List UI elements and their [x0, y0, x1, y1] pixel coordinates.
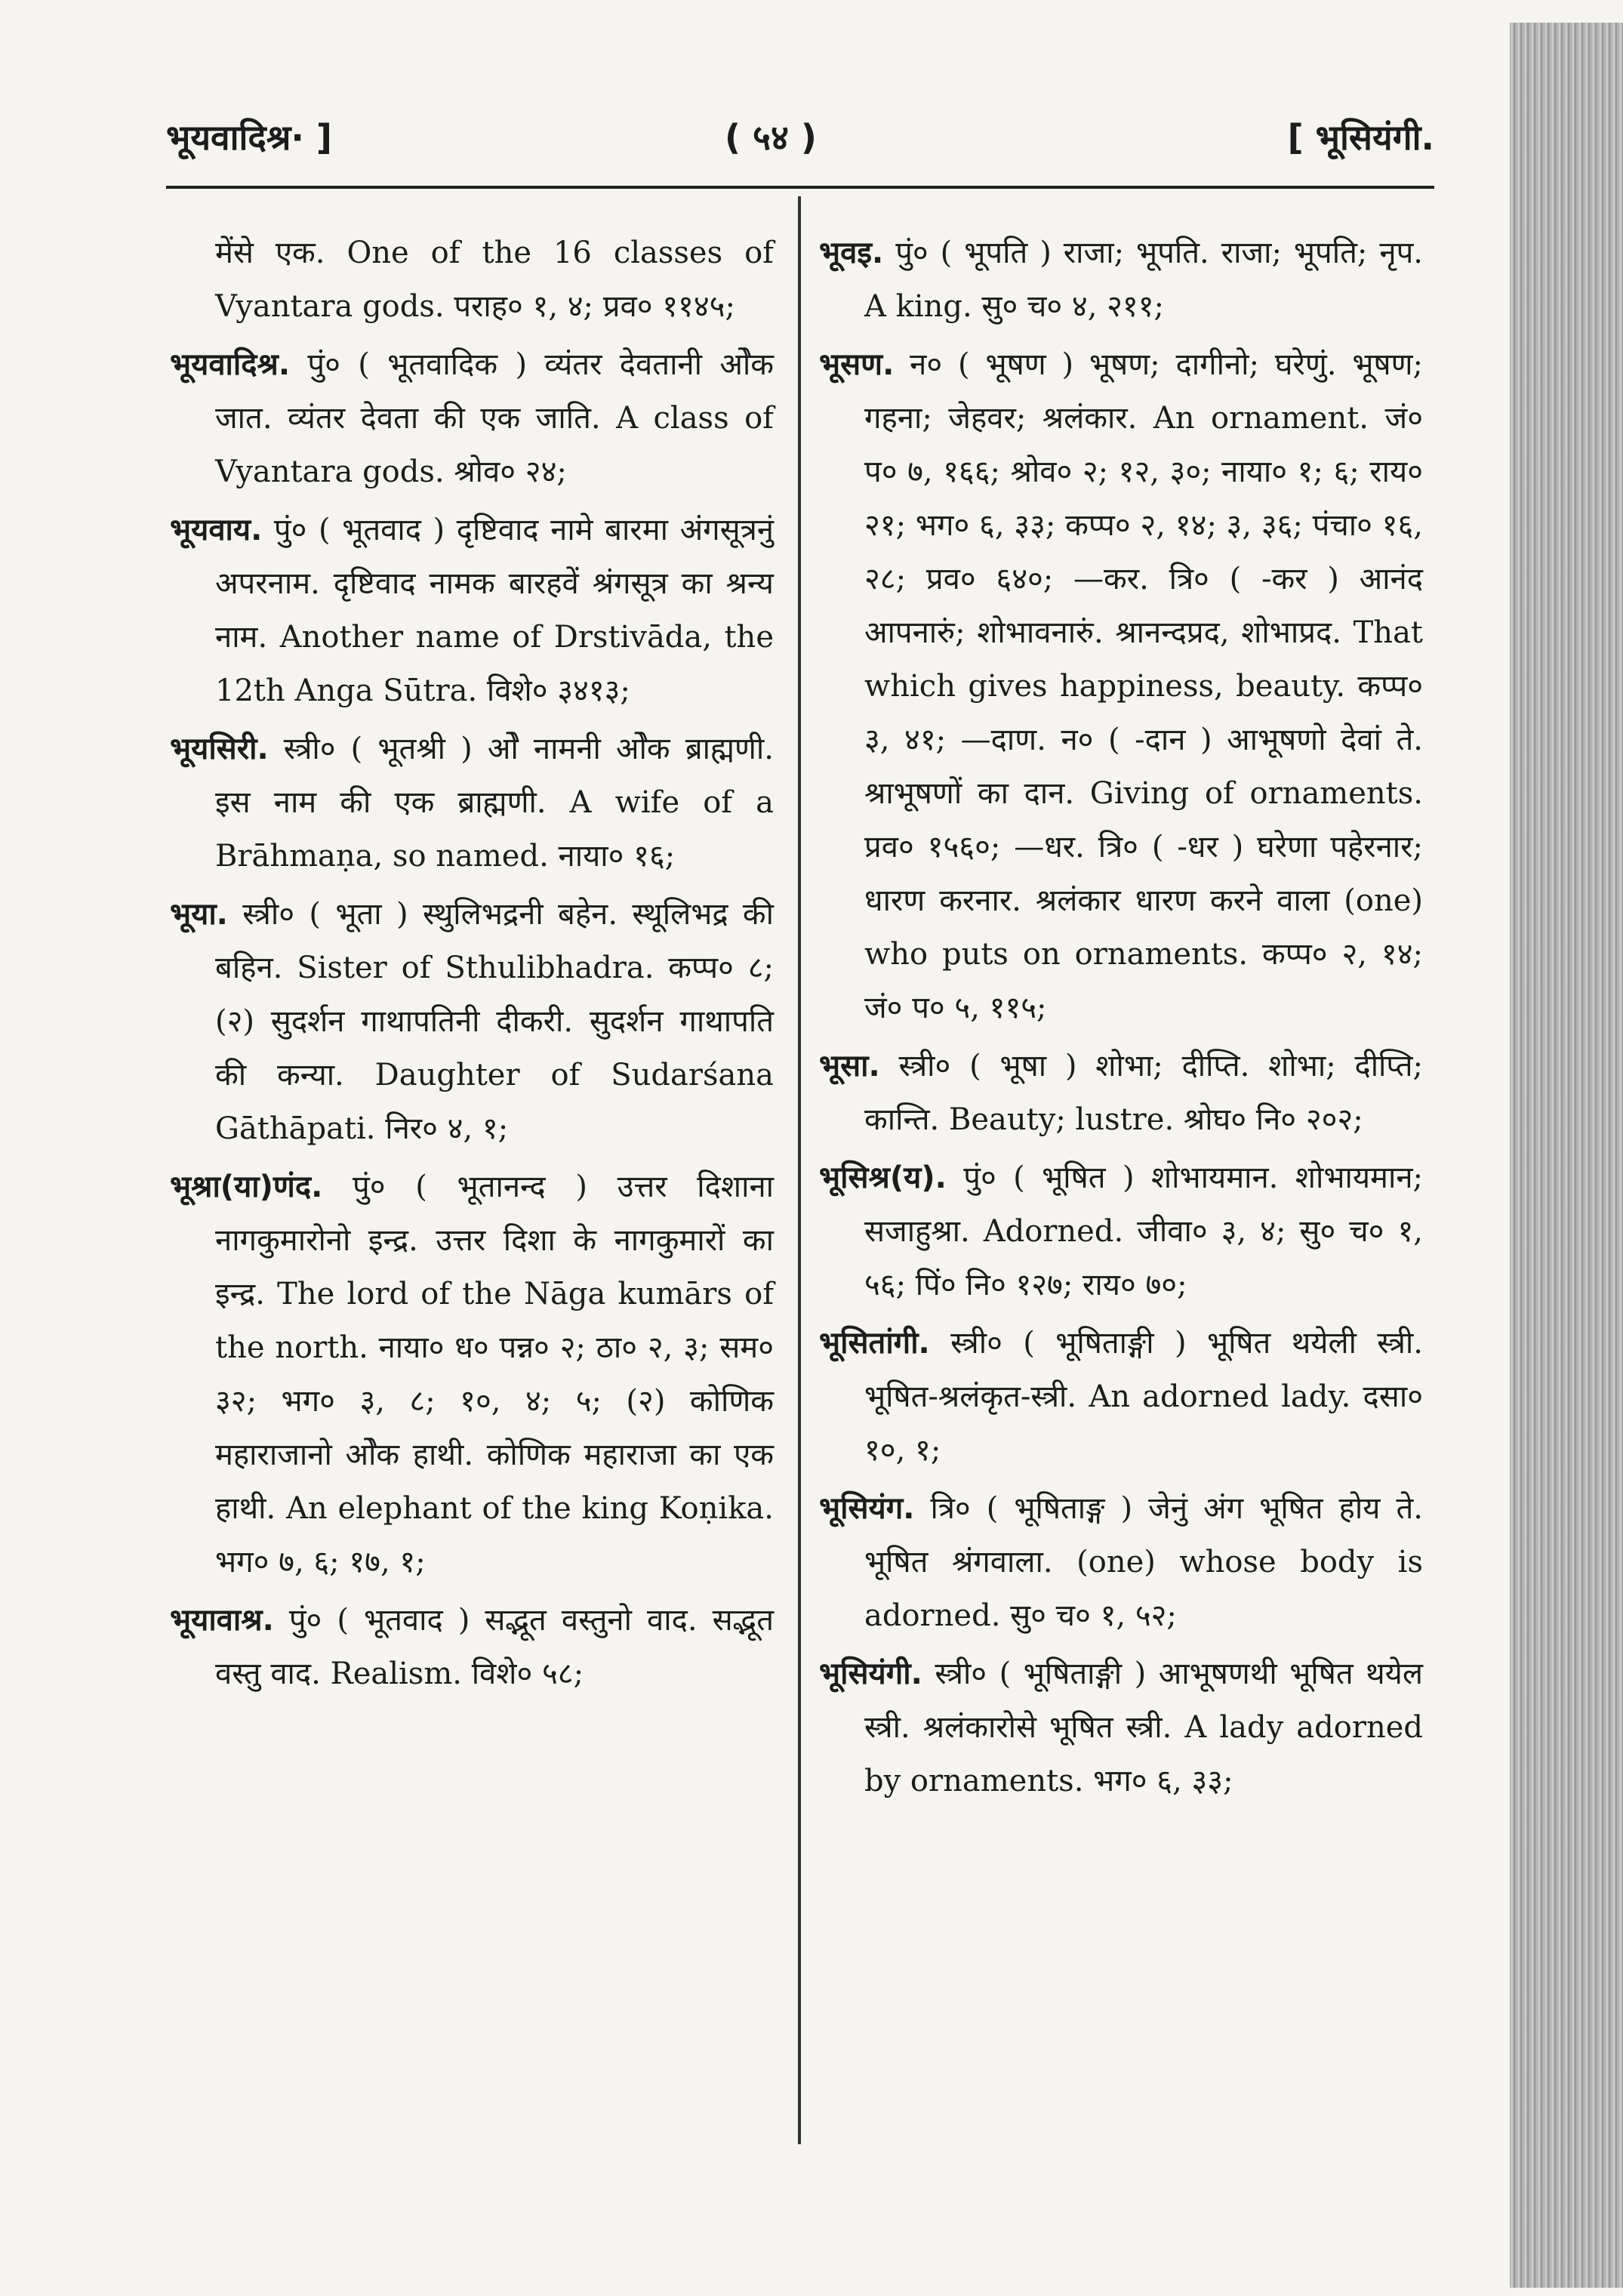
- entry-text: स्त्री० ( भूषिताङ्गी ) आभूषणथी भूषित थयेल स्त्री. श्रलंकारोसे भूषित स्त्री. A lady adorned by ornaments. भग० ६, ३३;: [864, 1657, 1424, 1798]
- entry-continuation: [170, 227, 774, 334]
- entry-headword: भूसिश्र(य).: [819, 1160, 947, 1195]
- entry: [819, 1482, 1423, 1643]
- entry: [170, 338, 774, 499]
- entry-text: पुं० ( भूतवाद ) दृष्टिवाद नामे बारमा अंगसूत्रनुं अपरनाम. दृष्टिवाद नामक बारहवें श्रंगसूत्र का श्रन्य नाम. Another name of Drstivāda, the 12th Anga Sūtra. विशे० ३४१३;: [215, 513, 775, 708]
- entry: [170, 1160, 774, 1589]
- entry: [819, 1317, 1423, 1478]
- entry-headword: भूयवाय.: [170, 513, 263, 547]
- entry: [819, 1040, 1423, 1147]
- left-column: [170, 227, 774, 1706]
- entry-headword: भूयसिरी.: [170, 732, 269, 766]
- entry-text: स्त्री० ( भूतश्री ) ओे नामनी ओेक ब्राह्मणी. इस नाम की एक ब्राह्मणी. A wife of a Brāhmaṇa, so named. नाया० १६;: [215, 732, 775, 874]
- entry-text: पुं० ( भूतानन्द ) उत्तर दिशाना नागकुमारोनो इन्द्र. उत्तर दिशा के नागकुमारों का इन्द्र. The lord of the Nāga kumārs of the north. नाया० ध० पन्न० २; ठा० २, ३; सम० ३२; भग० ३, ८; १०, ४; ५; (२) कोणिक महाराजानो ओेक हाथी. कोणिक महाराजा का एक हाथी. An elephant of the king Koṇika. भग० ७, ६; १७, १;: [215, 1170, 774, 1579]
- entry: [170, 723, 774, 883]
- entry-text: न० ( भूषण ) भूषण; दागीनो; घरेणुं. भूषण; गहना; जेहवर; श्रलंकार. An ornament. जं० प० ७, १६६; श्रोव० २; १२, ३०; नाया० १; ६; राय० २१; भग० ६, ३३; कप्प० २, १४; ३, ३६; पंचा० १६, २८; प्रव० ६४०; —कर. त्रि० ( -कर ) आनंद आपनारुं; शोभावनारुं. श्रानन्दप्रद, शोभाप्रद. That which gives happiness, beauty. कप्प० ३, ४१; —दाण. न० ( -दान ) आभूषणो देवां ते. श्राभूषणों का दान. Giving of ornaments. प्रव० १५६०; —धर. त्रि० ( -धर ) घरेणा पहेरनार; धारण करनार. श्रलंकार धारण करने वाला (one) who puts on ornaments. कप्प० २, १४; जं० प० ५, ११५;: [864, 347, 1423, 1025]
- entry-text: स्त्री० ( भूषा ) शोभा; दीप्ति. शोभा; दीप्ति; कान्ति. Beauty; lustre. श्रोघ० नि० २०२;: [864, 1049, 1424, 1137]
- entry-headword: भूयवादिश्र.: [170, 347, 291, 382]
- entry-text: पुं० ( भूषित ) शोभायमान. शोभायमान; सजाहुश्रा. Adorned. जीवा० ३, ४; सु० च० १, ५६; पिं० नि० १२७; राय० ७०;: [864, 1160, 1423, 1302]
- page-header: [166, 106, 1434, 174]
- entry-headword: भूसियंगी.: [819, 1657, 922, 1691]
- entry-headword: भूश्रा(या)णंद.: [170, 1170, 323, 1204]
- entry-text: पुं० ( भूतवाद ) सद्भूत वस्तुनो वाद. सद्भूत वस्तु वाद. Realism. विशे० ५८;: [215, 1603, 774, 1691]
- entry-text: स्त्री० ( भूषिताङ्गी ) भूषित थयेली स्त्री. भूषित-श्रलंकृत-स्त्री. An adorned lady. दसा० १०, १;: [864, 1326, 1423, 1468]
- entry: [170, 504, 774, 718]
- entry-text: पुं० ( भूतवादिक ) व्यंतर देवतानी ओेक जात. व्यंतर देवता की एक जाति. A class of Vyantara gods. श्रोव० २४;: [215, 347, 774, 489]
- right-column: [819, 227, 1423, 1813]
- entry-text: मेंसे एक. One of the 16 classes of Vyantara gods. पराह० १, ४; प्रव० ११४५;: [215, 236, 774, 324]
- header-rule: [166, 186, 1434, 189]
- entry: [819, 1151, 1423, 1312]
- column-divider: [798, 196, 801, 2144]
- entry: [170, 888, 774, 1156]
- entry: [170, 1594, 774, 1701]
- entry-headword: भूसा.: [819, 1049, 880, 1083]
- entry-headword: भूवइ.: [819, 236, 884, 270]
- entry-headword: भूसण.: [819, 347, 895, 382]
- header-right-guide-word: [ भूसियंगी.: [1287, 117, 1434, 158]
- entry-text: पुं० ( भूपति ) राजा; भूपति. राजा; भूपति; नृप. A king. सु० च० ४, २११;: [864, 236, 1424, 324]
- entry: [819, 338, 1423, 1035]
- header-left-guide-word: भूयवादिश्र· ]: [166, 117, 332, 158]
- entry: [819, 227, 1423, 334]
- entry-headword: भूयावाश्र.: [170, 1603, 274, 1638]
- entry-headword: भूया.: [170, 897, 228, 932]
- entry: [819, 1647, 1423, 1808]
- binding-shadow: [1510, 23, 1623, 2288]
- entry-text: स्त्री० ( भूता ) स्थुलिभद्रनी बहेन. स्थूलिभद्र की बहिन. Sister of Sthulibhadra. कप्प० ८; (२) सुदर्शन गाथापतिनी दीकरी. सुदर्शन गाथापति की कन्या. Daughter of Sudarśana Gāthāpati. निर० ४, १;: [215, 897, 774, 1146]
- entry-text: त्रि० ( भूषिताङ्ग ) जेनुं अंग भूषित होय ते. भूषित श्रंगवाला. (one) whose body is adorned. सु० च० १, ५२;: [864, 1491, 1423, 1633]
- entry-headword: भूसियंग.: [819, 1491, 915, 1526]
- entry-headword: भूसितांगी.: [819, 1326, 930, 1361]
- page-number: ( ५४ ): [725, 117, 817, 158]
